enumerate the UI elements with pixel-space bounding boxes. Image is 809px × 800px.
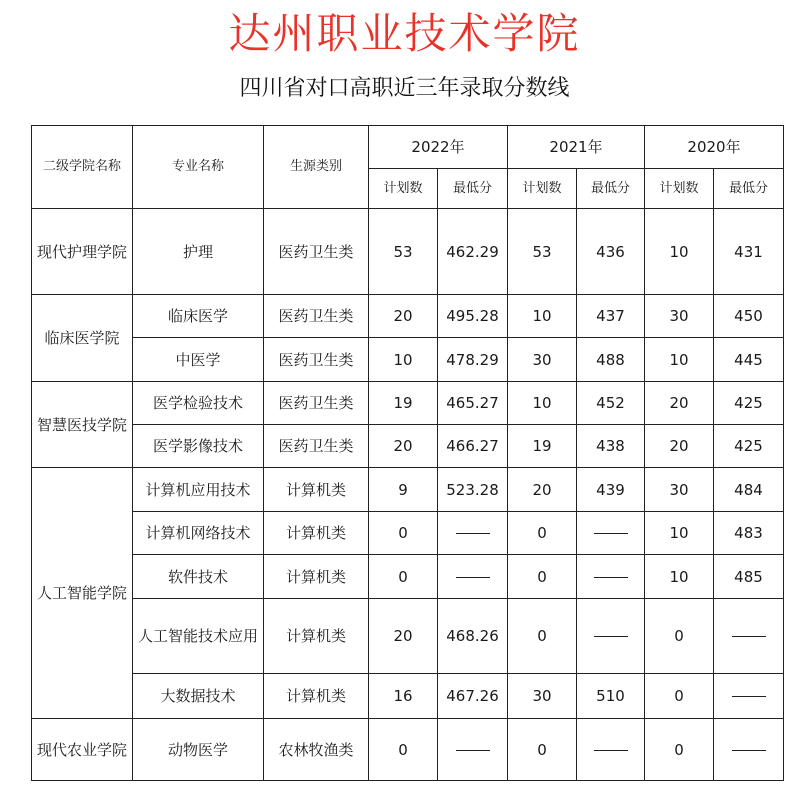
- min-score-2020-cell: 485: [714, 555, 784, 599]
- plan-2022-cell: 20: [369, 599, 438, 674]
- plan-2020-cell: 0: [645, 719, 714, 781]
- plan-2022-cell: 16: [369, 674, 438, 719]
- min-score-2022-cell: 523.28: [438, 468, 508, 512]
- table-row: [32, 209, 784, 295]
- header-year-2022: 2022年: [369, 126, 508, 169]
- plan-2021-cell: 19: [508, 425, 577, 468]
- plan-2020-cell: 20: [645, 425, 714, 468]
- min-score-2021-cell: [577, 719, 645, 781]
- plan-2022-cell: 10: [369, 338, 438, 382]
- source-category-cell: 医药卫生类: [264, 425, 369, 468]
- source-category-cell: 计算机类: [264, 674, 369, 719]
- plan-2020-cell: 10: [645, 338, 714, 382]
- min-score-2020-cell: 425: [714, 382, 784, 425]
- plan-2022-cell: 0: [369, 719, 438, 781]
- header-source: 生源类别: [264, 126, 369, 209]
- min-score-2022-cell: 478.29: [438, 338, 508, 382]
- major-name-cell: 人工智能技术应用: [133, 599, 264, 674]
- plan-2020-cell: 10: [645, 555, 714, 599]
- plan-2021-cell: 0: [508, 599, 577, 674]
- min-score-2021-cell: [577, 555, 645, 599]
- plan-2022-cell: 19: [369, 382, 438, 425]
- table-body: [32, 209, 784, 781]
- page-subtitle: 四川省对口高职近三年录取分数线: [239, 76, 570, 101]
- min-score-2021-cell: [577, 599, 645, 674]
- major-name-cell: 动物医学: [133, 719, 264, 781]
- min-score-2022-cell: 467.26: [438, 674, 508, 719]
- college-name-cell: 人工智能学院: [32, 468, 133, 719]
- plan-2020-cell: 20: [645, 382, 714, 425]
- min-score-2020-cell: 425: [714, 425, 784, 468]
- min-score-2021-cell: 510: [577, 674, 645, 719]
- plan-2021-cell: 10: [508, 295, 577, 338]
- plan-2022-cell: 20: [369, 295, 438, 338]
- source-category-cell: 医药卫生类: [264, 382, 369, 425]
- no-data-dash: [732, 636, 766, 637]
- table-row: [32, 719, 784, 781]
- min-score-2022-cell: 466.27: [438, 425, 508, 468]
- plan-2021-cell: 0: [508, 512, 577, 555]
- plan-2020-cell: 10: [645, 209, 714, 295]
- plan-2021-cell: 53: [508, 209, 577, 295]
- table-row: [32, 555, 784, 599]
- plan-2020-cell: 0: [645, 674, 714, 719]
- no-data-dash: [594, 577, 628, 578]
- subheader-min-2022: 最低分: [438, 169, 508, 209]
- plan-2020-cell: 0: [645, 599, 714, 674]
- no-data-dash: [594, 533, 628, 534]
- plan-2021-cell: 0: [508, 555, 577, 599]
- table-row: [32, 382, 784, 425]
- major-name-cell: 护理: [133, 209, 264, 295]
- min-score-2021-cell: 438: [577, 425, 645, 468]
- min-score-2022-cell: 468.26: [438, 599, 508, 674]
- min-score-2022-cell: 465.27: [438, 382, 508, 425]
- min-score-2020-cell: 445: [714, 338, 784, 382]
- college-name-cell: 智慧医技学院: [32, 382, 133, 468]
- page-title: 达州职业技术学院: [228, 9, 581, 58]
- no-data-dash: [456, 750, 490, 751]
- admission-score-table: [31, 125, 784, 781]
- no-data-dash: [594, 750, 628, 751]
- subheader-plan-2021: 计划数: [508, 169, 577, 209]
- college-name-cell: 临床医学院: [32, 295, 133, 382]
- major-name-cell: 医学影像技术: [133, 425, 264, 468]
- min-score-2021-cell: [577, 512, 645, 555]
- header-major: 专业名称: [133, 126, 264, 209]
- table-row: [32, 674, 784, 719]
- header-year-2021: 2021年: [508, 126, 645, 169]
- min-score-2022-cell: [438, 555, 508, 599]
- min-score-2020-cell: [714, 599, 784, 674]
- plan-2022-cell: 0: [369, 512, 438, 555]
- min-score-2022-cell: 462.29: [438, 209, 508, 295]
- major-name-cell: 大数据技术: [133, 674, 264, 719]
- min-score-2022-cell: [438, 719, 508, 781]
- no-data-dash: [732, 696, 766, 697]
- source-category-cell: 医药卫生类: [264, 338, 369, 382]
- table-row: [32, 338, 784, 382]
- subheader-plan-2020: 计划数: [645, 169, 714, 209]
- header-year-2020: 2020年: [645, 126, 784, 169]
- major-name-cell: 医学检验技术: [133, 382, 264, 425]
- min-score-2021-cell: 437: [577, 295, 645, 338]
- source-category-cell: 计算机类: [264, 555, 369, 599]
- major-name-cell: 计算机网络技术: [133, 512, 264, 555]
- min-score-2020-cell: 483: [714, 512, 784, 555]
- plan-2020-cell: 10: [645, 512, 714, 555]
- table-row: [32, 425, 784, 468]
- no-data-dash: [732, 750, 766, 751]
- plan-2022-cell: 53: [369, 209, 438, 295]
- min-score-2021-cell: 452: [577, 382, 645, 425]
- major-name-cell: 计算机应用技术: [133, 468, 264, 512]
- no-data-dash: [594, 636, 628, 637]
- source-category-cell: 农林牧渔类: [264, 719, 369, 781]
- source-category-cell: 医药卫生类: [264, 295, 369, 338]
- min-score-2021-cell: 439: [577, 468, 645, 512]
- plan-2021-cell: 30: [508, 674, 577, 719]
- major-name-cell: 中医学: [133, 338, 264, 382]
- college-name-cell: 现代农业学院: [32, 719, 133, 781]
- table-row: [32, 512, 784, 555]
- plan-2022-cell: 20: [369, 425, 438, 468]
- table-row: [32, 295, 784, 338]
- min-score-2020-cell: 484: [714, 468, 784, 512]
- min-score-2022-cell: [438, 512, 508, 555]
- source-category-cell: 计算机类: [264, 468, 369, 512]
- min-score-2020-cell: 450: [714, 295, 784, 338]
- plan-2021-cell: 30: [508, 338, 577, 382]
- table-row: [32, 599, 784, 674]
- plan-2020-cell: 30: [645, 468, 714, 512]
- major-name-cell: 临床医学: [133, 295, 264, 338]
- major-name-cell: 软件技术: [133, 555, 264, 599]
- header-college: 二级学院名称: [32, 126, 133, 209]
- min-score-2022-cell: 495.28: [438, 295, 508, 338]
- min-score-2021-cell: 488: [577, 338, 645, 382]
- plan-2020-cell: 30: [645, 295, 714, 338]
- subheader-plan-2022: 计划数: [369, 169, 438, 209]
- plan-2021-cell: 10: [508, 382, 577, 425]
- table-row: [32, 468, 784, 512]
- no-data-dash: [456, 577, 490, 578]
- min-score-2020-cell: [714, 674, 784, 719]
- plan-2022-cell: 9: [369, 468, 438, 512]
- source-category-cell: 医药卫生类: [264, 209, 369, 295]
- college-name-cell: 现代护理学院: [32, 209, 133, 295]
- subheader-min-2021: 最低分: [577, 169, 645, 209]
- plan-2022-cell: 0: [369, 555, 438, 599]
- subheader-min-2020: 最低分: [714, 169, 784, 209]
- min-score-2020-cell: [714, 719, 784, 781]
- source-category-cell: 计算机类: [264, 599, 369, 674]
- no-data-dash: [456, 533, 490, 534]
- min-score-2021-cell: 436: [577, 209, 645, 295]
- plan-2021-cell: 20: [508, 468, 577, 512]
- source-category-cell: 计算机类: [264, 512, 369, 555]
- min-score-2020-cell: 431: [714, 209, 784, 295]
- plan-2021-cell: 0: [508, 719, 577, 781]
